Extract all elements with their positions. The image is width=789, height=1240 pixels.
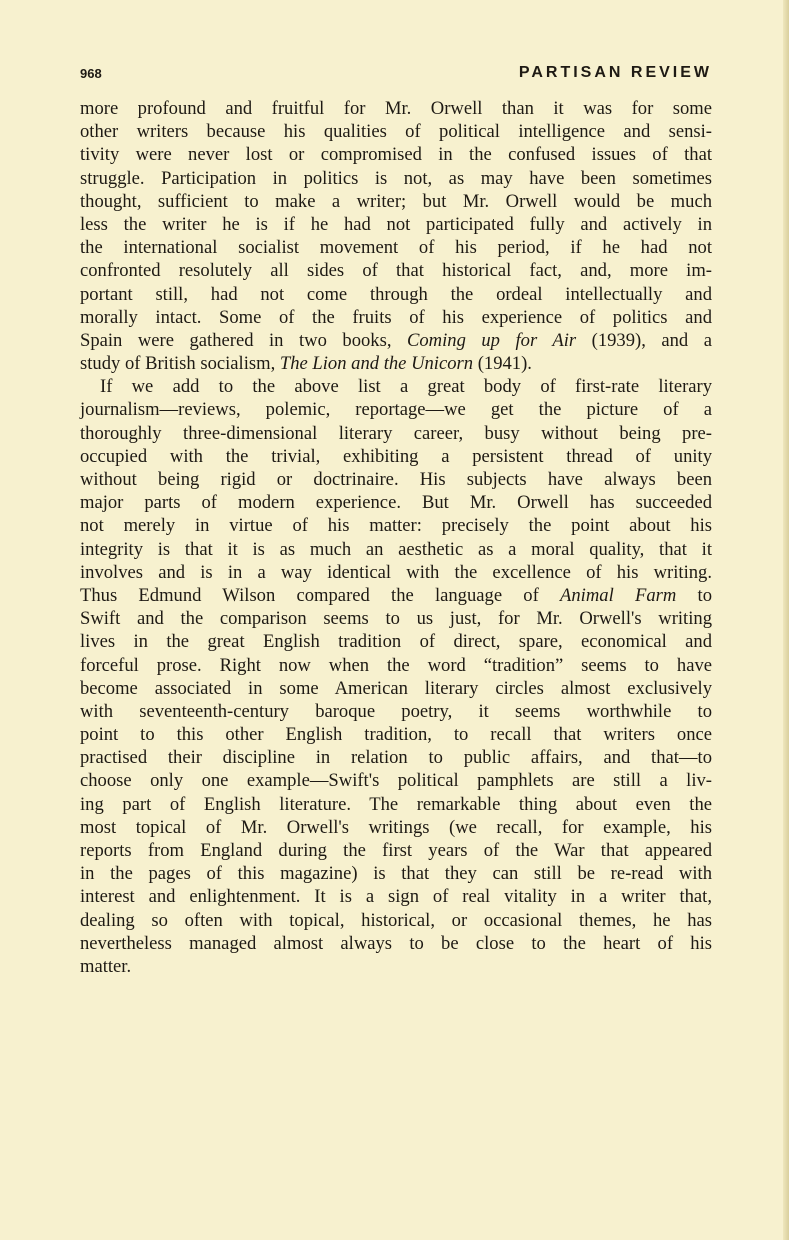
text-line: [80, 306, 712, 329]
text-segment: struggle. Participation in politics is not, as may have been sometimes: [80, 167, 712, 189]
text-segment: confronted resolutely all sides of that historical fact, and, more im-: [80, 260, 712, 282]
text-line: [80, 236, 712, 259]
text-segment: the international socialist movement of his period, if he had not: [80, 237, 712, 259]
running-header: [80, 64, 712, 88]
text-segment: integrity is that it is as much an aesthetic as a moral quality, that it: [80, 538, 712, 560]
text-segment: forceful prose. Right now when the word “tradition” seems to have: [80, 654, 712, 676]
text-segment: ing part of English literature. The remarkable thing about even the: [80, 793, 712, 815]
text-segment: involves and is in a way identical with the excellence of his writing.: [80, 561, 712, 583]
text-segment: practised their discipline in relation to public affairs, and that—to: [80, 747, 712, 769]
text-line: [80, 932, 712, 955]
text-segment: If we add to the above list a great body of first-rate literary: [100, 376, 712, 398]
text-segment: Thus Edmund Wilson compared the language of: [80, 584, 561, 606]
text-line: [80, 375, 712, 398]
text-segment: choose only one example—Swift's political pamphlets are still a liv-: [80, 770, 712, 792]
paragraph: [80, 375, 712, 978]
text-segment: portant still, had not come through the ordeal intellectually and: [80, 283, 712, 305]
text-line: [80, 746, 712, 769]
page-number: 968: [80, 66, 102, 81]
text-segment: Swift and the comparison seems to us just, for Mr. Orwell's writing: [80, 608, 712, 630]
text-segment: to: [676, 584, 712, 606]
text-line: [80, 584, 712, 607]
text-segment: interest and enlightenment. It is a sign of real vitality in a writer that,: [80, 886, 712, 908]
book-title: The Lion and the Unicorn: [279, 353, 474, 375]
text-line: [80, 955, 712, 978]
journal-title: PARTISAN REVIEW: [518, 64, 712, 81]
text-segment: dealing so often with topical, historical, or occasional themes, he has: [80, 909, 712, 931]
text-line: [80, 816, 712, 839]
paragraph: [80, 97, 712, 375]
text-line: [80, 839, 712, 862]
text-line: [80, 700, 712, 723]
text-line: [80, 538, 712, 561]
text-segment: thought, sufficient to make a writer; but Mr. Orwell would be much: [80, 190, 712, 212]
text-segment: nevertheless managed almost always to be close to the heart of his: [80, 932, 712, 954]
text-line: [80, 862, 712, 885]
text-segment: with seventeenth-century baroque poetry, it seems worthwhile to: [80, 700, 712, 722]
text-segment: major parts of modern experience. But Mr. Orwell has succeeded: [80, 492, 712, 514]
text-segment: tivity were never lost or compromised in the confused issues of that: [80, 144, 712, 166]
text-line: [80, 213, 712, 236]
text-segment: journalism—reviews, polemic, reportage—we get the picture of a: [80, 399, 712, 421]
text-line: [80, 190, 712, 213]
text-line: [80, 909, 712, 932]
text-line: [80, 723, 712, 746]
text-line: [80, 769, 712, 792]
text-line: [80, 398, 712, 421]
text-line: [80, 677, 712, 700]
text-segment: morally intact. Some of the fruits of his experience of politics and: [80, 306, 712, 328]
text-line: [80, 654, 712, 677]
text-line: [80, 514, 712, 537]
text-line: [80, 167, 712, 190]
text-line: [80, 422, 712, 445]
text-segment: thoroughly three-dimensional literary career, busy without being pre-: [80, 422, 712, 444]
text-line: [80, 120, 712, 143]
text-line: [80, 885, 712, 908]
text-segment: (1939), and a: [576, 329, 712, 351]
text-segment: reports from England during the first years of the War that appeared: [80, 840, 712, 861]
page-edge: [783, 0, 789, 1240]
text-line: [80, 283, 712, 306]
text-segment: (1941).: [473, 353, 532, 375]
text-line: [80, 491, 712, 514]
article-body: [80, 97, 712, 978]
text-line: [80, 143, 712, 166]
text-segment: study of British socialism,: [80, 353, 280, 375]
text-segment: in the pages of this magazine) is that they can still be re-read with: [80, 863, 712, 885]
text-segment: not merely in virtue of his matter: precisely the point about his: [80, 515, 712, 537]
text-segment: without being rigid or doctrinaire. His subjects have always been: [80, 469, 712, 490]
text-segment: occupied with the trivial, exhibiting a persistent thread of unity: [80, 445, 712, 467]
text-line: [80, 329, 712, 352]
text-segment: Spain were gathered in two books,: [80, 329, 407, 351]
book-title: Animal Farm: [560, 584, 677, 606]
text-line: [80, 793, 712, 816]
text-line: [80, 561, 712, 584]
text-segment: other writers because his qualities of political intelligence and sensi-: [80, 121, 712, 143]
text-line: [80, 97, 712, 120]
text-segment: most topical of Mr. Orwell's writings (we recall, for example, his: [80, 816, 712, 838]
text-line: [80, 630, 712, 653]
text-line: [80, 445, 712, 468]
text-line: [80, 468, 712, 491]
text-segment: more profound and fruitful for Mr. Orwell than it was for some: [80, 98, 712, 119]
text-line: [80, 352, 712, 375]
book-title: Coming up for Air: [406, 329, 577, 351]
text-line: [80, 607, 712, 630]
text-segment: less the writer he is if he had not participated fully and actively in: [80, 213, 712, 235]
text-segment: point to this other English tradition, to recall that writers once: [80, 724, 712, 746]
text-segment: become associated in some American literary circles almost exclusively: [80, 677, 712, 699]
text-segment: lives in the great English tradition of direct, spare, economical and: [80, 631, 712, 653]
text-line: [80, 259, 712, 282]
text-segment: matter.: [80, 955, 132, 977]
